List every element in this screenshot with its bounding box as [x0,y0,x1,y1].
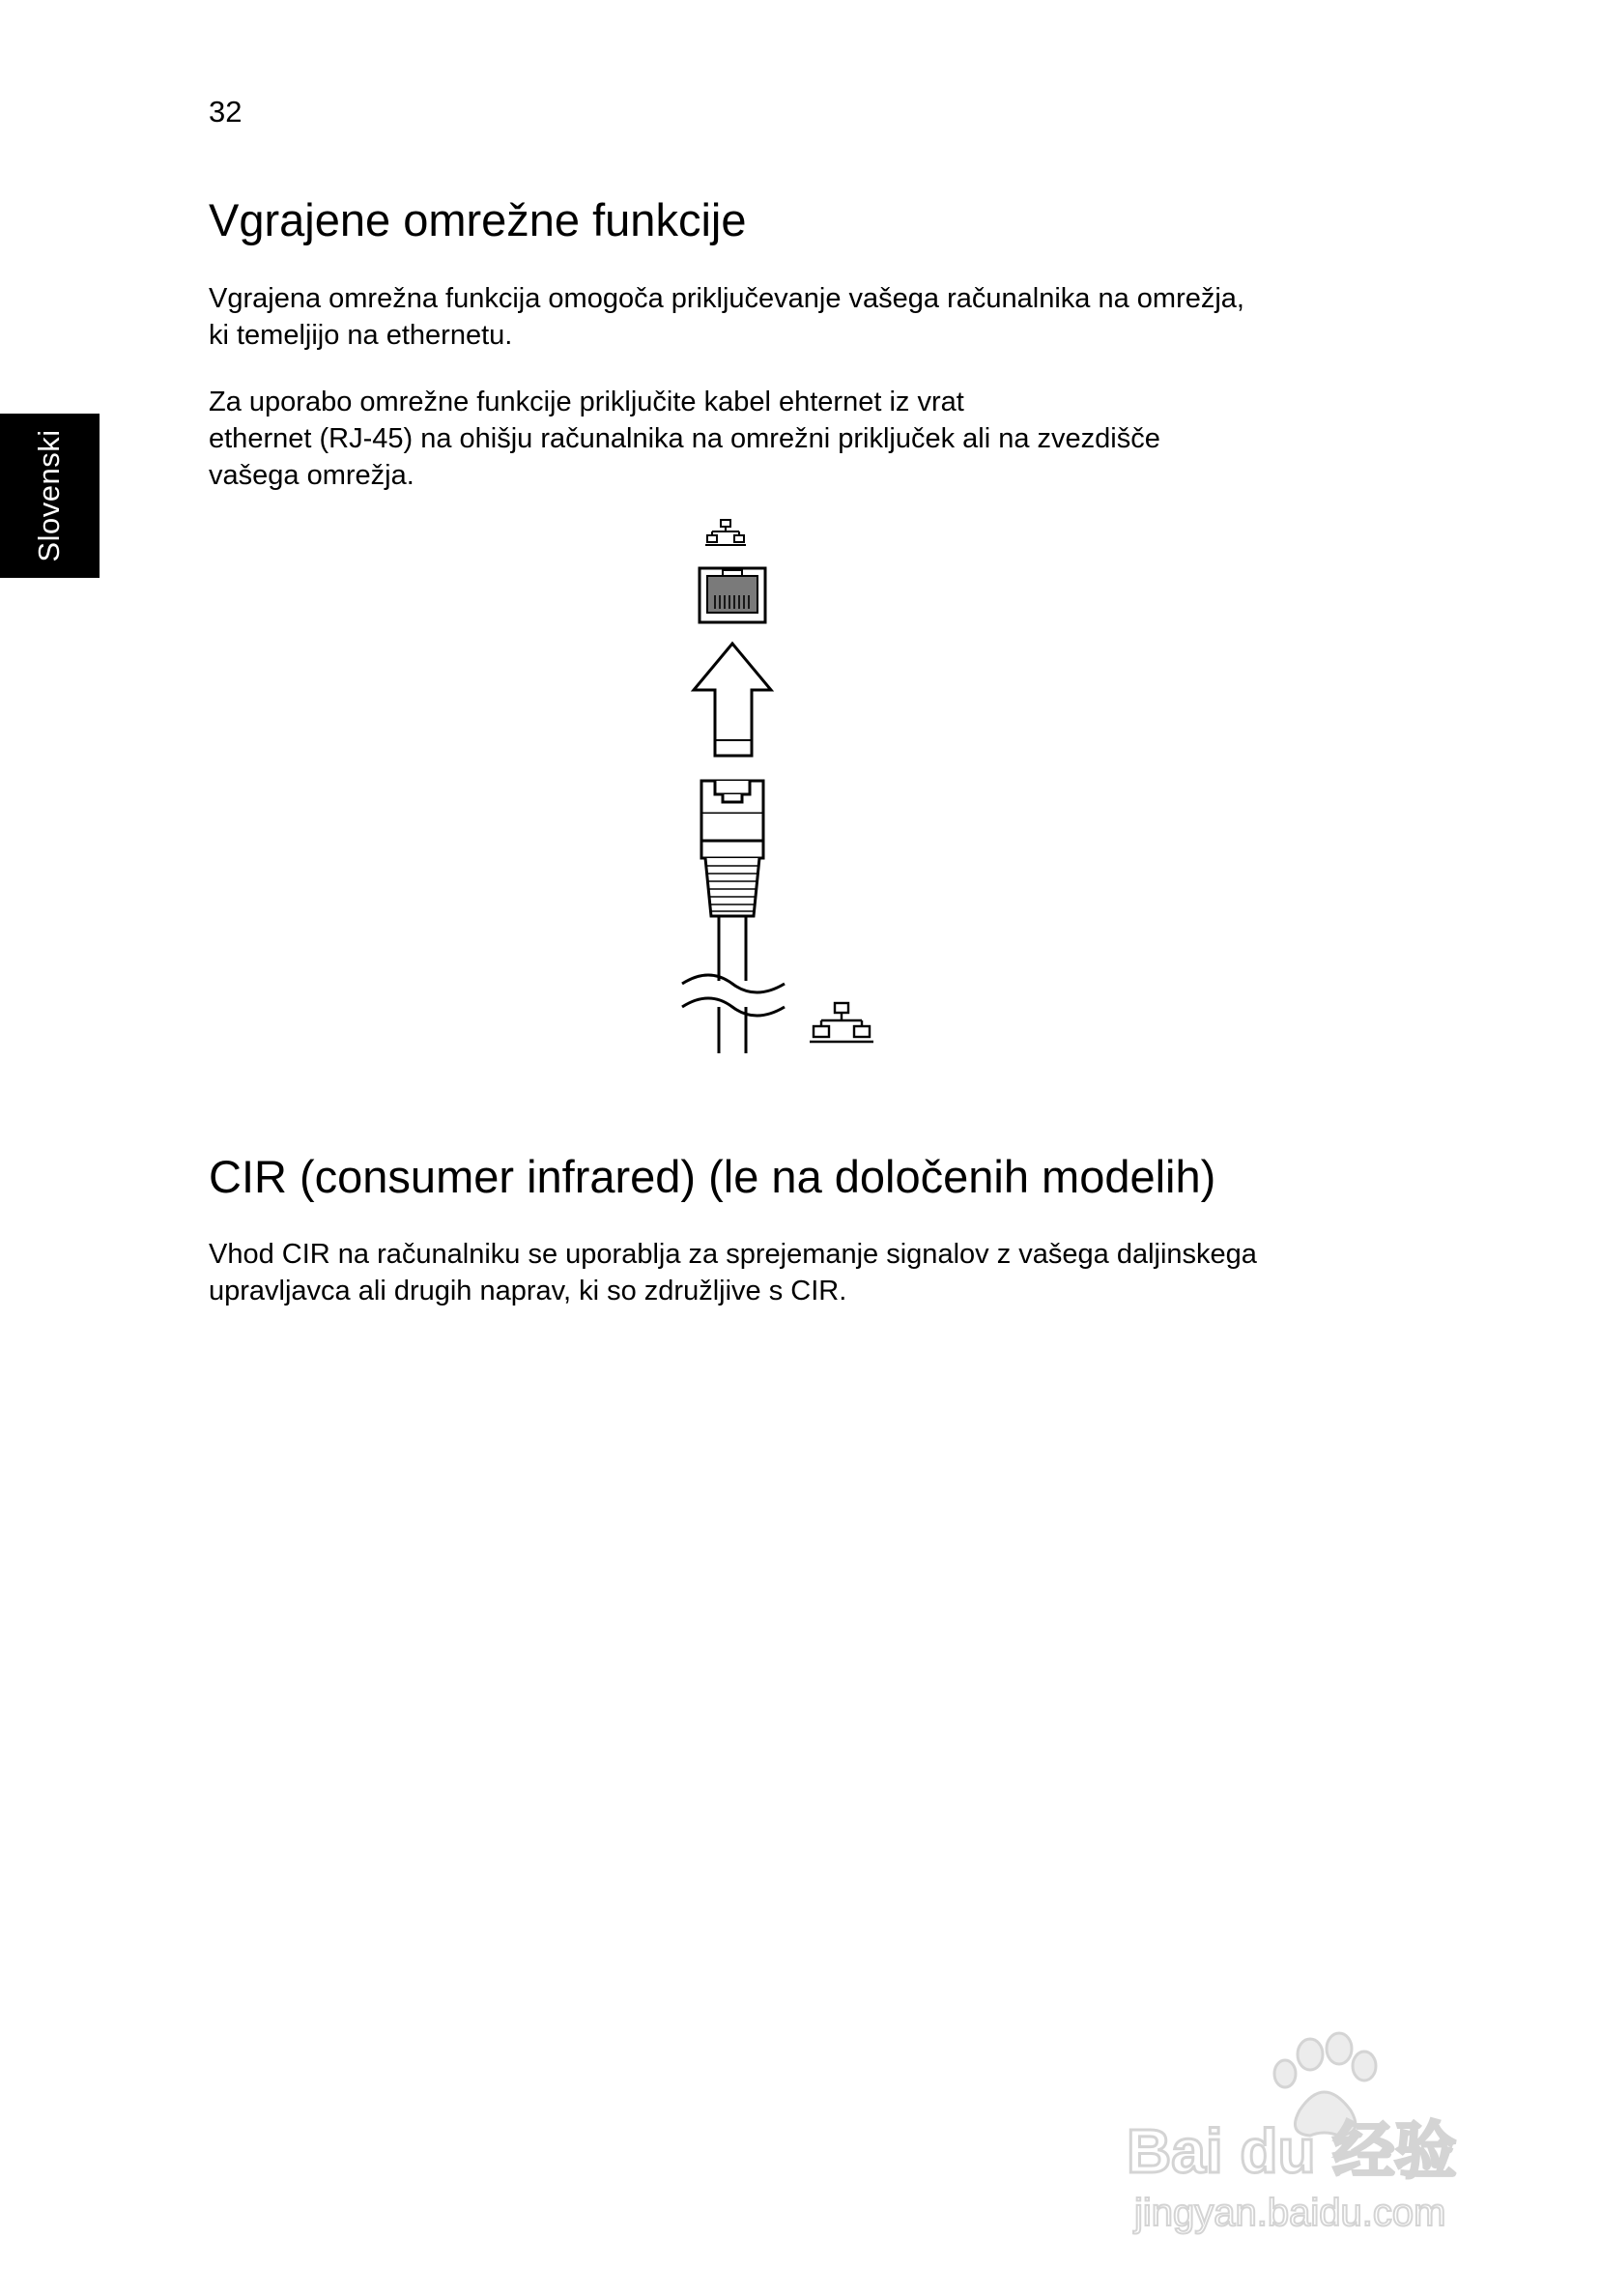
paragraph-line: Vgrajena omrežna funkcija omogoča priključevanje vašega računalnika na omrežja, [209,283,1244,314]
network-icon [705,520,746,545]
baidu-watermark [1121,2027,1507,2240]
paragraph-line: ki temeljijo na ethernetu. [209,320,513,351]
ethernet-diagram [667,512,899,1063]
cir-paragraph [209,1236,1407,1309]
rj45-port-icon [700,568,765,622]
rj45-plug-icon [701,781,763,916]
paragraph-line: Za uporabo omrežne funkcije priključite kabel ehternet iz vrat [209,387,964,417]
watermark-brand: Bai du 经验 [1127,2116,1457,2186]
paragraph-line: upravljavca ali drugih naprav, ki so združljive s CIR. [209,1276,847,1306]
side-tab-label: Slovenski [32,429,66,562]
section-title-cir: CIR (consumer infrared) (le na določenih modelih) [209,1151,1216,1202]
network-intro-paragraph [209,280,1407,354]
paragraph-line: vašega omrežja. [209,460,414,491]
cable-icon [682,916,785,1053]
paragraph-line: ethernet (RJ-45) na ohišju računalnika na omrežni priključek ali na zvezdišče [209,423,1160,454]
arrow-up-icon [694,644,771,756]
paragraph-line: Vhod CIR na računalniku se uporablja za sprejemanje signalov z vašega daljinskega [209,1239,1257,1270]
section-title-network: Vgrajene omrežne funkcije [209,194,747,245]
page-number: 32 [209,95,243,129]
network-icon [810,1003,873,1042]
language-side-tab [0,414,100,578]
watermark-url: jingyan.baidu.com [1134,2192,1446,2234]
network-usage-paragraph [209,384,1407,494]
